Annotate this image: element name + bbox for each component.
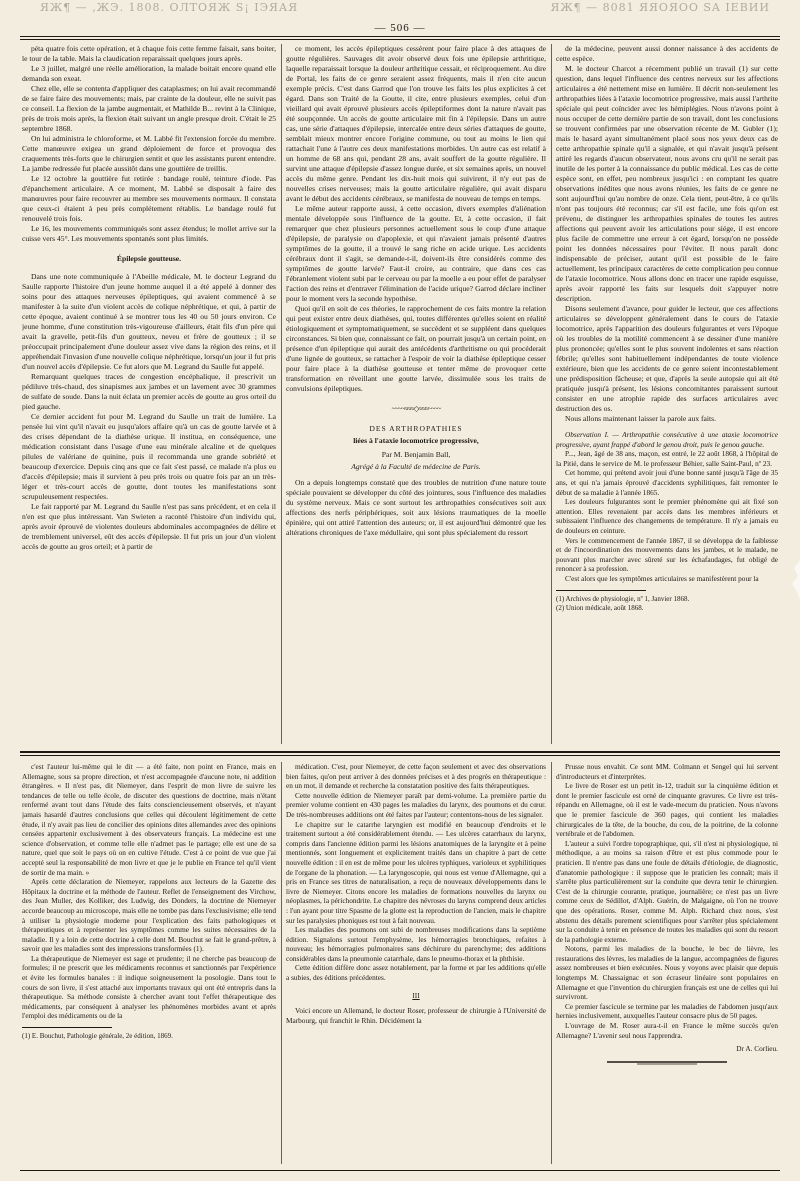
footnote-rule bbox=[22, 1027, 112, 1028]
paragraph: Chez elle, elle se contenta d'appliquer des cataplasmes; on lui avait recommandé de se faire faire des mouvements; mais, par crainte de la douleur, elle ne suivit pas ce conseil. La flexion de la jambe augmentait, et Mathilde B... revint à la Clinique, près de trois mois après, la flexion était suivant un angle presque droit. C'était le 25 septembre 1868. bbox=[22, 84, 276, 133]
author-affiliation: Agrégé à la Faculté de médecine de Paris. bbox=[351, 462, 481, 471]
paragraph: Ce dernier accident fut pour M. Legrand du Saulle un trait de lumière. La pensée lui vint qu'il n'avait eu jusqu'alors affaire qu'à un cas de goutte larvée et à des crises dépendant de la diathèse urique. Il institua, en conséquence, une médication consistant dans l'usage d'une eau minérale alcaline et de quelques pilules de valériane de quinine, puis il recommanda une grande sobriété et beaucoup d'exercice. Depuis cinq ans que ce fait s'est passé, ce malade n'a plus eu d'accès d'épilepsie; mais il survient à peu près trois ou quatre fois par an un très-léger et très-court accès de goutte, dont toutes les manifestations sont scrupuleusement respectées. bbox=[22, 412, 276, 501]
article-title: DES ARTHROPATHIES bbox=[369, 424, 463, 433]
column-1 bbox=[22, 44, 276, 746]
paragraph: On a depuis longtemps constaté que des troubles de nutrition d'une nature toute spéciale pouvaient se développer du côté des jointures, sous l'influence des maladies du système nerveux. Mais ce sont surtout les arthropathies consécutives soit aux affections des nerfs périphériques, soit aux lésions traumatiques de la moelle épinière, qui ont attiré l'attention des auteurs; or, il est aujourd'hui démontré que les altérations chroniques de l'axe médullaire, qui sont plus spécialement du ressort bbox=[286, 478, 546, 537]
footnote-rule bbox=[556, 590, 646, 591]
section-rule bbox=[20, 751, 780, 753]
paragraph: Après cette déclaration de Niemeyer, rappelons aux lecteurs de la Gazette des Hôpitaux la doctrine et la méthode de l'auteur. Reflet de l'enseignement des Virchow, des Jean Muller, des Kolliker, des Ludwig, des Donders, la doctrine de Niemeyer accorde beaucoup au microscope, mais elle ne tombe pas dans l'exclusivisme; elle tend à utiliser la physiologie moderne pour l'explication des faits pathologiques et thérapeutiques et à représenter les symptômes comme les suites nécessaires de la maladie. Il y a loin de cette doctrine à celle dont M. Bouchut se fait le grand-prêtre, à savoir que les maladies sont des impressions transformées (1). bbox=[22, 877, 276, 954]
paragraph: Le même auteur rapporte aussi, à cette occasion, divers exemples d'aliénation mentale développée sous l'influence de la goutte. Et, à cette occasion, il fait remarquer que chez plusieurs personnes actuellement sous le coup d'une attaque d'épilepsie, de paralysie ou d'apoplexie, et qui n'avaient jamais présenté d'autres symptômes de la goutte, il a trouvé le sang riche en acide urique. Les accidents cérébraux dont il s'agit, se demande-t-il, doivent-ils être considérés comme des symptômes de goutte larvée? Faut-il croire, au contraire, que dans ces cas l'ébranlement violent subi par le cerveau ou par la moelle a eu pour effet de paralyser l'action des reins et d'entraver l'élimination de l'acide urique? Garrod déclare incliner pour le moment vers la seconde hypothèse. bbox=[286, 204, 546, 303]
paragraph: Ce premier fascicule se termine par les maladies de l'abdomen jusqu'aux hernies inclusivement, auxquelles l'auteur consacre plus de 50 pages. bbox=[556, 1001, 778, 1021]
paragraph: Nous allons maintenant laisser la parole aux faits. bbox=[565, 414, 716, 423]
column-divider bbox=[281, 762, 282, 1164]
paragraph: Remarquant quelques traces de congestion encéphalique, il prescrivit un pédiluve très-chaud, des sinapismes aux jambes et un lavement avec 30 grammes de sulfate de soude. Dans la nuit éclata un premier accès de goutte au gros orteil du pied gauche. bbox=[22, 372, 276, 411]
paragraph: Cet homme, qui prétend avoir joui d'une bonne santé jusqu'à l'âge de 35 ans, et qui n'a jamais éprouvé d'accidents syphilitiques, fait remonter le début de sa maladie à l'année 1865. bbox=[556, 468, 778, 497]
paragraph: Dans une note communiquée à l'Abeille médicale, M. le docteur Legrand du Saulle rapporte l'histoire d'un jeune homme auquel il a été appelé à donner des soins pour des attaques nerveuses épileptiques, qui avaient commencé à se manifester à la suite d'un violent accès de colique néphrétique, et qui, à partir de cette époque, avaient continué à se montrer tous les 40 ou 50 jours environ. Ce jeune homme, d'une constitution très-vigoureuse d'ailleurs, était fils d'un père qui avait la gravelle, petit-fils d'un goutteux, neveu et frère de goutteux ; il se préoccupait principalement d'une douleur assez vive dans la région des reins, et il appréhendait l'invasion d'une nouvelle colique néphrétique, lorsqu'un jour il fut pris d'un nouvel accès d'épilepsie. Ce fut alors que M. Legrand du Saulle fut appelé. bbox=[22, 272, 276, 371]
paragraph: Le livre de Roser est un petit in-12, traduit sur la cinquième édition et dont le premier fascicule est orné de cinquante gravures. Ce livre est très-répandu en Allemagne, où il est le vade-mecum du praticien. Nous n'avons que le premier fascicule de 360 pages, qui contient les maladies chirurgicales de la tête, de la bouche, du cou, de la poitrine, de la colonne vertébrale et de l'abdomen. bbox=[556, 781, 778, 839]
column-divider bbox=[551, 762, 552, 1164]
end-ornament bbox=[556, 1058, 778, 1069]
column-divider bbox=[551, 44, 552, 744]
paragraph: médication. C'est, pour Niemeyer, de cette façon seulement et avec des observations bien faites, qu'on peut arriver à des données précises et à des progrès en thérapeutique : en un mot, il demande et recherche la constatation positive des faits thérapeutiques. bbox=[286, 762, 546, 791]
column-5 bbox=[286, 762, 546, 1166]
bleed-left: ЯЖ¶ — ‚ЖЭ. 1808. ОЛТОЯЖ S¡ IЭЯАЯ bbox=[40, 1, 299, 14]
ornament-line-icon bbox=[607, 1058, 727, 1066]
paragraph: Notons, parmi les maladies de la bouche, le bec de lièvre, les restaurations des lèvres, les maladies de la langue, accompagnées de figures assez nombreuses et bien exécutées. Nous y voyons avec plaisir que depuis longtemps M. Chassaignac et son écraseur linéaire sont populaires en Allemagne et que l'invention du chirurgien français est une de celles qui lui survivront. bbox=[556, 944, 778, 1002]
column-4 bbox=[22, 762, 276, 1166]
page-number: — 506 — bbox=[374, 22, 426, 34]
ornament-divider: ~~~~≈≈≈◇≈≈≈~~~~ bbox=[391, 404, 441, 413]
paragraph: P..., Jean, âgé de 38 ans, maçon, est entré, le 22 août 1868, à l'hôpital de la Pitié, dans le service de M. le professeur Béhier, salle Saint-Paul, nº 23. bbox=[556, 449, 778, 468]
article-byline: Par M. Benjamin Ball, bbox=[381, 450, 451, 459]
paragraph: Cette nouvelle édition de Niemeyer paraît par demi-volume. La première partie du premier volume contient en 430 pages les maladies du larynx, des poumons et du cœur. De très-nombreuses additions ont été faites par l'auteur; contentons-nous de les signaler. bbox=[286, 790, 546, 819]
paragraph: Le fait rapporté par M. Legrand du Saulle n'est pas sans précédent, et en cela il n'en est que plus intéressant. Van Swieten a raconté l'histoire d'un individu qui, après avoir éprouvé de violentes douleurs abdominales accompagnées de délire et de tremblement universel, eût des accès d'épilepsie. Il fut pris un jour d'un violent accès de goutte au gros orteil; et à partir de bbox=[22, 502, 276, 551]
article-subtitle: liées à l'ataxie locomotrice progressive, bbox=[353, 436, 479, 445]
paragraph: Le chapitre sur le catarrhe laryngien est modifié en beaucoup d'endroits et le traitement surtout a été considérablement étendu. — Les ulcères catarrhaux du larynx, compris dans l'ancienne édition parmi les lésions anatomiques de la laryngite et à peine mentionnés, sont longuement et explicitement traités dans un chapitre à part de cette nouvelle édition : il en est de même pour les ulcères typhiques, varioleux et syphilitiques de l'organe de la phonation. — La laryngoscopie, qui nous est venue d'Allemagne, qui a pris en France ses titres de naturalisation, a reçu de nouveaux développements dans le livre de Niemeyer. Citons encore les maladies de formations nouvelles du larynx ou néoplasmes, la périchondrite. Le chapitre des névroses du larynx comprend deux articles : l'un ayant pour titre Spasme de la glotte est la reproduction de l'ancien, mais le chapitre sur les paralysies phoniques est tout à fait nouveau. bbox=[286, 819, 546, 925]
paragraph: L'ouvrage de M. Roser aura-t-il en France le même succès qu'en Allemagne? L'avenir seul nous l'apprendra. bbox=[556, 1021, 778, 1040]
paragraph: Vers le commencement de l'année 1867, il se développa de la faiblesse et de l'incoordination des mouvements dans les jambes, et le malade, ne pouvant plus marcher avec sûreté sur les échafaudages, fut obligé de renoncer à sa profession. bbox=[556, 535, 778, 574]
paragraph: péta quatre fois cette opération, et à chaque fois cette femme faisait, sans boiter, le tour de la table. Mais la claudication reparaissait quelques jours après. bbox=[22, 44, 276, 63]
paragraph: L'auteur a suivi l'ordre topographique, qui, s'il n'est ni physiologique, ni méthodique, a au moins sa raison d'être et est plus commode pour le praticien. Il n'entre pas dans une foule de détails d'étiologie, de diagnostic, d'anatomie pathologique : il suppose que le praticien les connaît; mais il s'arrête plus particulièrement sur la conduite que devra tenir le chirurgien. C'est de la chirurgie courante, pratique, journalière; ce n'est pas un livre comme ceux de Sédillot, d'Alph. Guérin, de Malgaigne, où l'on ne trouve que des opérations. Roser, comme M. Alph. Richard chez nous, s'est abstenu des détails purement scientifiques pour s'arrêter plus spécialement sur la conduite à tenir en présence de toutes les maladies qui sont du ressort de la pathologie externe. bbox=[556, 838, 778, 944]
paragraph: Le 12 octobre la gouttière fut retirée : bandage roulé, teinture d'iode. Pas d'épanchement articulaire. A ce moment, M. Labbé se disposait à faire des manœuvres pour faire recouvrer au membre ses mouvements normaux. Il constata que ceux-ci étaient à peu près complétement rétablis. Le bandage roulé fut renouvelé trois fois. bbox=[22, 174, 276, 223]
paragraph: ce moment, les accès épileptiques cessèrent pour faire place à des attaques de goutte régulières. Sauvages dit avoir observé deux fois une épilepsie arthritique, laquelle reparaissait lorsque la douleur arthritique cessait, et réciproquement. Au dire de Portal, les faits de ce genre seraient assez fréquents, mais il n'en cite aucun exemple précis. C'est dans Garrod que l'on trouve les faits les plus explicites à cet égard. Dans son Traité de la Goutte, il cite, entre plusieurs exemples, celui d'un vieillard qui avait éprouvé plusieurs accès épileptiformes dont la nature n'avait pas été soupçonnée. Un accès de goutte articulaire mit fin à l'épilepsie. Dans un autre cas, une série d'attaques d'épilepsie, intercalée entre deux séries d'attaques de goutte, semblait mieux montrer encore l'origine commune, ou tout au moins le lien qui rattachait l'une à l'autre ces deux manifestations morbides. Un autre cas est relatif à un homme de 68 ans qui, pendant 28 ans, avait souffert de la goutte régulière. Il survint une attaque d'épilepsie d'assez longue durée, et six semaines après, un nouvel accès du même genre. Pendant les dix-huit mois qui suivirent, il n'y eut pas de nouvelles crises nerveuses; mais la goutte articulaire régulière, qui avait disparu avant le début des accidents cérébraux, se manifesta de nouveau de temps en temps. bbox=[286, 44, 546, 203]
column-2 bbox=[286, 44, 546, 746]
page-edge-tear-icon bbox=[790, 560, 800, 600]
paragraph: Cette édition diffère donc assez notablement, par la forme et par les additions qu'elle a subies, des éditions précédentes. bbox=[286, 963, 546, 983]
paragraph: Quoi qu'il en soit de ces théories, le rapprochement de ces faits montre la relation qui peut exister entre deux diathèses, qui, toutes différentes qu'elles soient en réalité étiologiquement et symptomatiquement, se succèdent et se suppléent dans quelques circonstances. Si bien que, connaissant ce fait, on pourrait jusqu'à un certain point, en présence d'un épileptique qui aurait des antécédents d'arthritisme ou qui procéderait d'une lignée de goutteux, se rattacher à l'espoir de voir la diathèse épileptique cesser pour faire place à la diathèse goutteuse et tenter même de provoquer cette transformation en réveillant une goutte larvée, dissimulée sous les traits de convulsions épileptiques. bbox=[286, 304, 546, 393]
paragraph: Le 16, les mouvements communiqués sont assez étendus; le mollet arrive sur la cuisse vers 45°. Les mouvements spontanés sont plus limités. bbox=[22, 224, 276, 243]
paragraph: La thérapeutique de Niemeyer est sage et prudente; il ne cherche pas beaucoup de formules; il ne prescrit que les médicaments reconnus et sanctionnés par l'expérience et évite les formules banales : il indique soigneusement la posologie. Dans tout le cours de son livre, il s'est attaché aux importants travaux qui ont été entrepris dans la thérapeutique. Sa méthode consiste à chercher avant tout l'effet thérapeutique des médicaments, par conséquent à analyser les phénomènes morbides avant et après l'emploi des médicaments ou de la bbox=[22, 953, 276, 1021]
paragraph: Les maladies des poumons ont subi de nombreuses modifications dans la septième édition. Signalons surtout l'emphysème, les hémorragies bronchiques, refaites à nouveau; les hémorragies pulmonaires sans déchirure du parenchyme; des additions considérables dans la pneumonie catarrhale, dans le pneumo-thorax et la phthisie. bbox=[286, 925, 546, 963]
column-divider bbox=[281, 44, 282, 744]
paragraph: Le 3 juillet, malgré une réelle amélioration, la malade boitait encore quand elle demanda son exeat. bbox=[22, 64, 276, 83]
section-marker: III bbox=[412, 990, 420, 1000]
column-6 bbox=[556, 762, 778, 1166]
paragraph: c'est l'auteur lui-même qui le dit — a été faite, non point en France, mais en Allemagne, sous sa propre direction, et n'est accompagnée d'aucune note, ni addition étrangères. « Il n'est pas, dit Niemeyer, dans l'esprit de mon livre de suivre les tendances de telle ou telle école, de discuter des questions de doctrine, mais n'étant renfermé avant tout dans l'étude des faits consciencieusement observés, et n'ayant jamais hasardé d'autres conclusions que celles qui découlent légitimement de cette étude, il n'y avait pas lieu de concilier des opinions dites allemandes avec des opinions censées appartenir exclusivement à des observateurs français. La médecine est une science d'observation, et comme telle elle n'admet pas le partage; elle est une de sa nature, quel que soit le pays où on en cultive l'étude. C'est à ce point de vue que j'ai accepté seul la responsabilité de mon livre et que je le publie en France tel qu'il vient de sortir de ma main. » bbox=[22, 762, 276, 877]
section-title: Épilepsie goutteuse. bbox=[116, 254, 182, 263]
paragraph: M. le docteur Charcot a récemment publié un travail (1) sur cette question, dans lequel l'influence des centres nerveux sur les affections articulaires a été nettement mise en lumière. Il décrit non-seulement les arthropathies liées à l'ataxie locomotrice progressive, mais aussi l'arthrite spéciale qui peut coïncider avec les hémiplégies. Nous n'avons point à nous occuper de cette dernière partie de son travail, dont les conclusions se trouvent confirmées par une observation récente de M. Gubler (1); mais le hasard ayant simultanément placé sous nos yeux deux cas de cette arthropathie spinale qu'il a signalée, et qui n'avait jusqu'à présent attiré les regards d'aucun observateur, nous avons cru qu'il ne serait pas inutile de les porter à la connaissance du public médical. Les cas de cette espèce sont, en effet, peu nombreux jusqu'ici : en comptant les quatre observations inédites que nous avons réunies, les faits de ce genre ne sont aujourd'hui qu'au nombre de onze. Cela tient, peut-être, à ce qu'ils n'ont pas toujours été reconnus; car s'il est facile, une fois qu'on est prévenu, de distinguer les arthropathies spinales de toutes les autres affections qui peuvent avoir les articulations pour siége, il est encore plus facile de commettre une erreur à cet égard, lorsqu'on ne possède point les données nécessaires pour l'éviter. Il nous paraît donc indispensable de préciser, autant qu'il est possible de le faire actuellement, les principaux caractères de cette complication peu connue de l'ataxie locomotrice. Nous allons donc en tracer une rapide esquisse, après avoir rapporté les faits sur lesquels doit s'appuyer notre description. bbox=[556, 64, 778, 303]
footnote: (1) E. Bouchut, Pathologie générale, 2e édition, 1869. bbox=[22, 1032, 173, 1041]
footnote: (1) Archives de physiologie, nº 1, Janvier 1868. bbox=[556, 594, 690, 603]
paragraph: Prusse nous envahit. Ce sont MM. Colmann et Sengel qui lui servent d'introducteurs et d'interprètes. bbox=[556, 762, 778, 781]
column-3 bbox=[556, 44, 778, 746]
bleed-right: ЯЖ¶ — 8081 ЯЯОЯОО SA IЕВИИ bbox=[550, 1, 770, 14]
paragraph: de la médecine, peuvent aussi donner naissance à des accidents de cette espèce. bbox=[556, 44, 778, 63]
paragraph: Voici encore un Allemand, le docteur Roser, professeur de chirurgie à l'Université de Marbourg, qui franchit le Rhin. Décidément la bbox=[286, 1006, 546, 1025]
paragraph: C'est alors que les symptômes articulaires se manifestèrent pour la bbox=[565, 573, 759, 583]
header-rule bbox=[20, 36, 780, 37]
header-rule-double bbox=[20, 39, 780, 40]
paragraph: On lui administra le chloroforme, et M. Labbé fit l'extension forcée du membre. Cette manœuvre exigea un grand déploiement de force et provoqua des craquements très-forts que le chirurgien sentit et que les assistants purent entendre. La jambe redressée fut placée aussitôt dans une gouttière de treillis. bbox=[22, 134, 276, 173]
footer-rule bbox=[20, 1170, 780, 1171]
section-rule-thin bbox=[20, 755, 780, 756]
footnote: (2) Union médicale, août 1868. bbox=[556, 603, 644, 612]
paragraph: Les douleurs fulgurantes sont le premier phénomène qui ait fixé son attention. Elles revenaient par accès dans les membres inférieurs et subissaient l'influence des changements de température. Il n'y a jamais eu de douleurs en ceinture. bbox=[556, 497, 778, 535]
observation-title: Observation I. — Arthropathie consécutive à une ataxie locomotrice progressive, ayant frappé d'abord le genou droit, puis le genou gauche. bbox=[556, 430, 778, 449]
bleed-through-text bbox=[40, 2, 780, 18]
paragraph: Disons seulement d'avance, pour guider le lecteur, que ces affections articulaires se développent généralement dans le cours de l'ataxie locomotrice, après l'apparition des douleurs fulgurantes et vers l'époque où les troubles de la motilité commencent à se dessiner d'une manière plus prononcée; qu'elles sont le plus souvent indolentes et sans réaction fébrile; qu'elles sont habituellement indépendantes de toute violence extérieure, bien que les accidents de ce genre soient incontestablement une prédisposition fâcheuse; et que, d'après la seule autopsie qui ait été pratiquée jusqu'à présent, les lésions concomitantes paraissent surtout consister en une atrophie rapide des surfaces articulaires avec destruction des os. bbox=[556, 304, 778, 413]
author-signature: Dr A. Corlieu. bbox=[736, 1044, 778, 1054]
